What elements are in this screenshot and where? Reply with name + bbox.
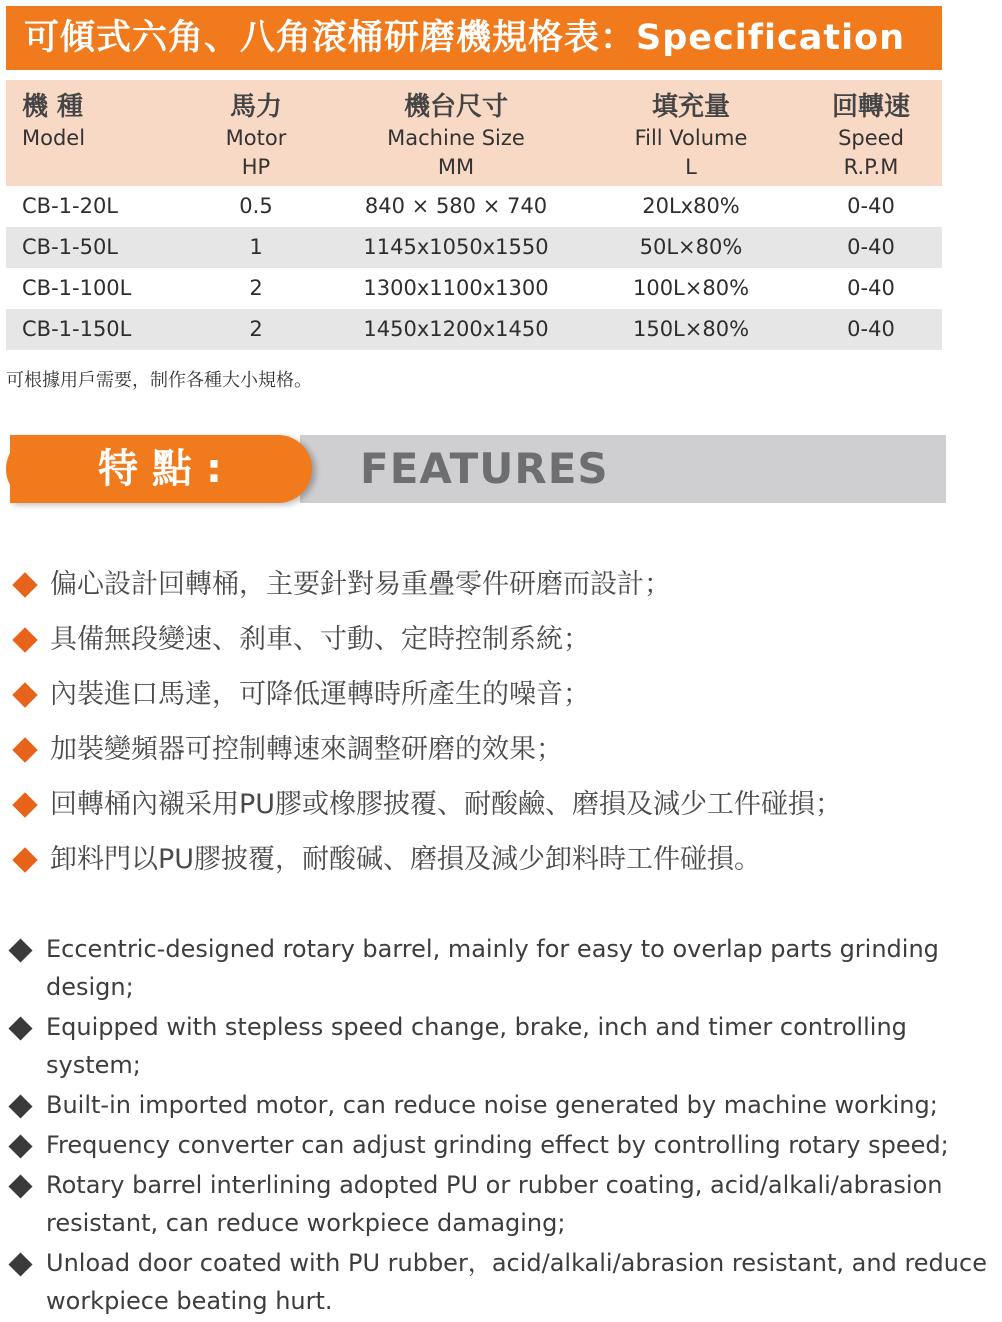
table-header	[6, 80, 942, 186]
cell-hp: 0.5	[239, 194, 273, 218]
cell-size: 840 × 580 × 740	[364, 194, 548, 218]
list-item-text: Eccentric-designed rotary barrel, mainly for easy to overlap parts grinding design;	[46, 935, 939, 1001]
list-item	[10, 780, 940, 835]
diamond-bullet-icon	[12, 792, 37, 817]
cell-size: 1145x1050x1550	[363, 235, 549, 259]
list-item	[10, 560, 940, 615]
list-item-text: 回轉桶內襯采用PU膠或橡膠披覆、耐酸鹼、磨損及減少工件碰損；	[50, 789, 843, 820]
table-row	[6, 227, 942, 268]
header-zh: 填充量	[651, 92, 730, 122]
features-banner	[10, 435, 946, 503]
diamond-bullet-icon	[8, 1174, 32, 1198]
cell-speed: 0-40	[847, 194, 895, 218]
header-fill-volume	[606, 90, 776, 182]
header-zh: 回轉速	[831, 92, 910, 122]
list-item-text: 卸料門以PU膠披覆，耐酸碱、磨損及減少卸料時工件碰損。	[50, 844, 762, 875]
header-model	[22, 90, 142, 153]
table-row	[6, 268, 942, 309]
cell-hp: 2	[249, 317, 263, 341]
diamond-bullet-icon	[8, 938, 32, 962]
header-en: Motor	[225, 126, 287, 150]
cell-fill: 50L×80%	[639, 235, 743, 259]
diamond-bullet-icon	[12, 572, 37, 597]
list-item	[10, 615, 940, 670]
cell-model: CB-1-20L	[22, 194, 119, 218]
header-motor	[186, 90, 326, 182]
diamond-bullet-icon	[12, 682, 37, 707]
list-item	[6, 930, 1002, 1006]
cell-fill: 150L×80%	[632, 317, 750, 341]
features-zh-label: 特點:	[98, 446, 236, 492]
header-machine-size	[336, 90, 576, 182]
cell-speed: 0-40	[847, 276, 895, 300]
cell-hp: 1	[249, 235, 263, 259]
cell-speed: 0-40	[847, 317, 895, 341]
cell-size: 1450x1200x1450	[363, 317, 549, 341]
list-item	[6, 1126, 1002, 1164]
list-item	[6, 1086, 1002, 1124]
list-item-text: Rotary barrel interlining adopted PU or rubber coating, acid/alkali/abrasion resistant, can reduce workpiece damaging;	[46, 1171, 943, 1237]
list-item	[6, 1244, 1002, 1320]
features-en-list	[6, 930, 1002, 1322]
cell-hp: 2	[249, 276, 263, 300]
header-unit: R.P.M	[843, 155, 899, 179]
list-item-text: 偏心設計回轉桶，主要針對易重疊零件研磨而設計；	[50, 569, 671, 600]
list-item	[6, 1008, 1002, 1084]
list-item	[10, 835, 940, 890]
page-title: 可傾式六角、八角滾桶研磨機規格表：Specification	[6, 6, 942, 70]
cell-speed: 0-40	[847, 235, 895, 259]
diamond-bullet-icon	[12, 847, 37, 872]
header-en: Speed	[838, 126, 904, 150]
header-zh: 馬力	[229, 92, 282, 122]
cell-size: 1300x1100x1300	[363, 276, 549, 300]
header-unit: MM	[437, 155, 475, 179]
cell-model: CB-1-100L	[22, 276, 132, 300]
header-speed	[796, 90, 946, 182]
list-item-text: 具備無段變速、刹車、寸動、定時控制系統；	[50, 624, 590, 655]
features-zh-list	[10, 560, 940, 890]
diamond-bullet-icon	[8, 1016, 32, 1040]
header-en: Model	[22, 126, 86, 150]
header-en: Fill Volume	[634, 126, 748, 150]
list-item-text: Built-in imported motor, can reduce noise generated by machine working;	[46, 1091, 938, 1119]
diamond-bullet-icon	[12, 737, 37, 762]
diamond-bullet-icon	[8, 1134, 32, 1158]
cell-fill: 20Lx80%	[642, 194, 740, 218]
table-note: 可根據用戶需要，制作各種大小規格。	[6, 370, 312, 391]
diamond-bullet-icon	[8, 1094, 32, 1118]
cell-fill: 100L×80%	[632, 276, 750, 300]
list-item-text: Equipped with stepless speed change, brake, inch and timer controlling system;	[46, 1013, 907, 1079]
diamond-bullet-icon	[8, 1252, 32, 1276]
table-row	[6, 186, 942, 227]
table-row	[6, 309, 942, 350]
header-unit: L	[685, 155, 697, 179]
header-en: Machine Size	[387, 126, 525, 150]
header-zh: 機 種	[22, 92, 84, 122]
diamond-bullet-icon	[12, 627, 37, 652]
list-item	[10, 670, 940, 725]
features-en-label: FEATURES	[360, 444, 609, 493]
list-item-text: Frequency converter can adjust grinding effect by controlling rotary speed;	[46, 1131, 949, 1159]
header-unit: HP	[241, 155, 271, 179]
list-item-text: 加裝變頻器可控制轉速來調整研磨的效果；	[50, 734, 563, 765]
list-item	[6, 1166, 1002, 1242]
list-item-text: 內裝進口馬達，可降低運轉時所產生的噪音；	[50, 679, 590, 710]
cell-model: CB-1-150L	[22, 317, 132, 341]
list-item	[10, 725, 940, 780]
specification-table	[6, 80, 942, 350]
header-zh: 機台尺寸	[403, 92, 508, 122]
cell-model: CB-1-50L	[22, 235, 119, 259]
list-item-text: Unload door coated with PU rubber，acid/alkali/abrasion resistant, and reduce workpiece beating hurt.	[46, 1249, 987, 1315]
